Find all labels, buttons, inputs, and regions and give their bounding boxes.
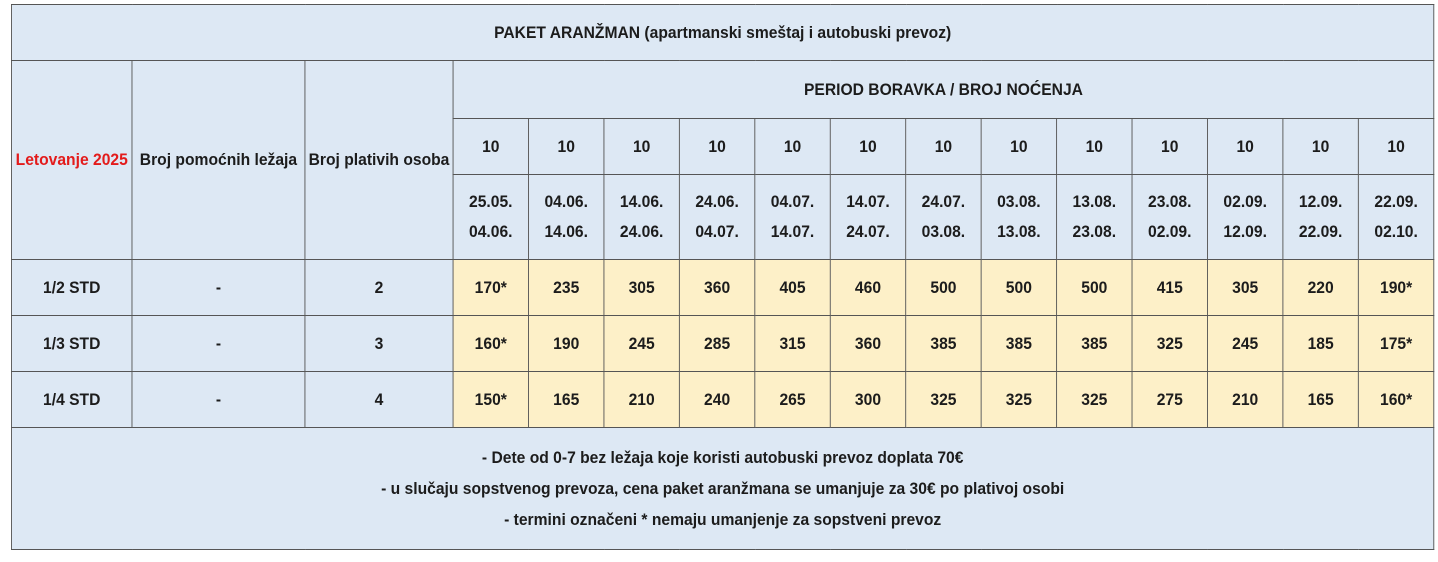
period-from: 04.06. bbox=[544, 192, 588, 211]
period-to: 04.07. bbox=[695, 222, 739, 241]
paying-persons: 2 bbox=[305, 260, 453, 316]
price-cell: 305 bbox=[604, 260, 679, 316]
period-to: 23.08. bbox=[1072, 222, 1117, 241]
price-cell: 415 bbox=[1132, 260, 1207, 316]
period-dates bbox=[604, 175, 679, 260]
price-cell: 500 bbox=[906, 260, 981, 316]
period-from: 03.08. bbox=[997, 192, 1041, 211]
period-from: 24.07. bbox=[921, 192, 966, 211]
period-from: 14.07. bbox=[846, 192, 890, 211]
period-nights: 10 bbox=[604, 119, 679, 175]
price-cell: 240 bbox=[679, 372, 754, 428]
season-label: Letovanje 2025 bbox=[11, 61, 132, 260]
period-nights: 10 bbox=[906, 119, 981, 175]
period-dates bbox=[906, 175, 981, 260]
period-to: 04.06. bbox=[469, 222, 513, 241]
title-row bbox=[11, 5, 1433, 61]
period-dates bbox=[1283, 175, 1358, 260]
period-from: 24.06. bbox=[695, 192, 739, 211]
period-nights: 10 bbox=[679, 119, 754, 175]
price-cell: 360 bbox=[830, 316, 905, 372]
period-to: 22.09. bbox=[1298, 222, 1343, 241]
period-to: 02.10. bbox=[1374, 222, 1418, 241]
period-header: PERIOD BORAVKA / BROJ NOĆENJA bbox=[453, 61, 1434, 119]
period-from: 14.06. bbox=[619, 192, 664, 211]
period-from: 23.08. bbox=[1147, 192, 1192, 211]
note-line: - Dete od 0-7 bez ležaja koje koristi autobuski prevoz doplata 70€ bbox=[481, 448, 964, 467]
notes-row bbox=[11, 428, 1433, 550]
period-dates bbox=[1057, 175, 1132, 260]
price-cell: 385 bbox=[981, 316, 1056, 372]
extra-beds: - bbox=[132, 260, 305, 316]
price-row bbox=[11, 372, 1433, 428]
period-nights: 10 bbox=[981, 119, 1056, 175]
period-dates bbox=[1358, 175, 1434, 260]
period-from: 02.09. bbox=[1223, 192, 1267, 211]
period-to: 13.08. bbox=[997, 222, 1041, 241]
header-paying-persons: Broj plativih osoba bbox=[305, 61, 453, 260]
period-nights: 10 bbox=[1283, 119, 1358, 175]
price-row bbox=[11, 260, 1433, 316]
notes-cell bbox=[11, 428, 1433, 550]
price-cell: 285 bbox=[679, 316, 754, 372]
period-from: 25.05. bbox=[469, 192, 513, 211]
price-cell: 150* bbox=[453, 372, 528, 428]
paying-persons: 3 bbox=[305, 316, 453, 372]
unit-type: 1/2 STD bbox=[11, 260, 132, 316]
period-dates bbox=[1132, 175, 1207, 260]
period-from: 12.09. bbox=[1298, 192, 1343, 211]
price-table bbox=[11, 4, 1434, 550]
price-cell: 165 bbox=[1283, 372, 1358, 428]
price-cell: 210 bbox=[1207, 372, 1282, 428]
price-cell: 325 bbox=[981, 372, 1056, 428]
period-nights: 10 bbox=[1207, 119, 1282, 175]
period-header-row bbox=[11, 61, 1433, 119]
price-cell: 190 bbox=[529, 316, 604, 372]
note-line: - u slučaju sopstvenog prevoza, cena paket aranžmana se umanjuje za 30€ po plativoj osobi bbox=[381, 479, 1065, 498]
price-cell: 315 bbox=[755, 316, 830, 372]
period-from: 04.07. bbox=[770, 192, 815, 211]
period-dates bbox=[830, 175, 905, 260]
period-dates bbox=[981, 175, 1056, 260]
price-cell: 405 bbox=[755, 260, 830, 316]
price-cell: 325 bbox=[906, 372, 981, 428]
price-row bbox=[11, 316, 1433, 372]
price-cell: 170* bbox=[453, 260, 528, 316]
price-cell: 500 bbox=[1057, 260, 1132, 316]
period-to: 03.08. bbox=[921, 222, 966, 241]
price-cell: 245 bbox=[1207, 316, 1282, 372]
period-dates bbox=[453, 175, 528, 260]
price-cell: 385 bbox=[906, 316, 981, 372]
unit-type: 1/4 STD bbox=[11, 372, 132, 428]
table-title: PAKET ARANŽMAN (apartmanski smeštaj i autobuski prevoz) bbox=[11, 5, 1433, 61]
price-cell: 360 bbox=[679, 260, 754, 316]
period-nights: 10 bbox=[1358, 119, 1434, 175]
paying-persons: 4 bbox=[305, 372, 453, 428]
price-cell: 165 bbox=[529, 372, 604, 428]
period-nights: 10 bbox=[830, 119, 905, 175]
period-from: 13.08. bbox=[1072, 192, 1117, 211]
period-from: 22.09. bbox=[1374, 192, 1418, 211]
extra-beds: - bbox=[132, 372, 305, 428]
header-extra-beds: Broj pomoćnih ležaja bbox=[132, 61, 305, 260]
price-cell: 325 bbox=[1057, 372, 1132, 428]
price-cell: 460 bbox=[830, 260, 905, 316]
period-dates bbox=[529, 175, 604, 260]
price-cell: 500 bbox=[981, 260, 1056, 316]
price-cell: 300 bbox=[830, 372, 905, 428]
extra-beds: - bbox=[132, 316, 305, 372]
price-cell: 175* bbox=[1358, 316, 1434, 372]
period-nights: 10 bbox=[755, 119, 830, 175]
price-cell: 160* bbox=[1358, 372, 1434, 428]
price-cell: 325 bbox=[1132, 316, 1207, 372]
price-cell: 235 bbox=[529, 260, 604, 316]
note-line: - termini označeni * nemaju umanjenje za sopstveni prevoz bbox=[504, 510, 942, 529]
price-cell: 385 bbox=[1057, 316, 1132, 372]
price-cell: 220 bbox=[1283, 260, 1358, 316]
period-dates bbox=[679, 175, 754, 260]
period-nights: 10 bbox=[1057, 119, 1132, 175]
unit-type: 1/3 STD bbox=[11, 316, 132, 372]
period-nights: 10 bbox=[529, 119, 604, 175]
price-cell: 190* bbox=[1358, 260, 1434, 316]
period-nights: 10 bbox=[453, 119, 528, 175]
price-cell: 265 bbox=[755, 372, 830, 428]
price-cell: 245 bbox=[604, 316, 679, 372]
price-cell: 305 bbox=[1207, 260, 1282, 316]
period-to: 14.06. bbox=[544, 222, 588, 241]
period-to: 24.06. bbox=[619, 222, 664, 241]
period-dates bbox=[755, 175, 830, 260]
price-cell: 275 bbox=[1132, 372, 1207, 428]
price-cell: 210 bbox=[604, 372, 679, 428]
period-dates bbox=[1207, 175, 1282, 260]
period-to: 12.09. bbox=[1223, 222, 1267, 241]
price-cell: 185 bbox=[1283, 316, 1358, 372]
period-to: 14.07. bbox=[770, 222, 815, 241]
price-cell: 160* bbox=[453, 316, 528, 372]
period-nights: 10 bbox=[1132, 119, 1207, 175]
period-to: 24.07. bbox=[846, 222, 890, 241]
period-to: 02.09. bbox=[1147, 222, 1192, 241]
